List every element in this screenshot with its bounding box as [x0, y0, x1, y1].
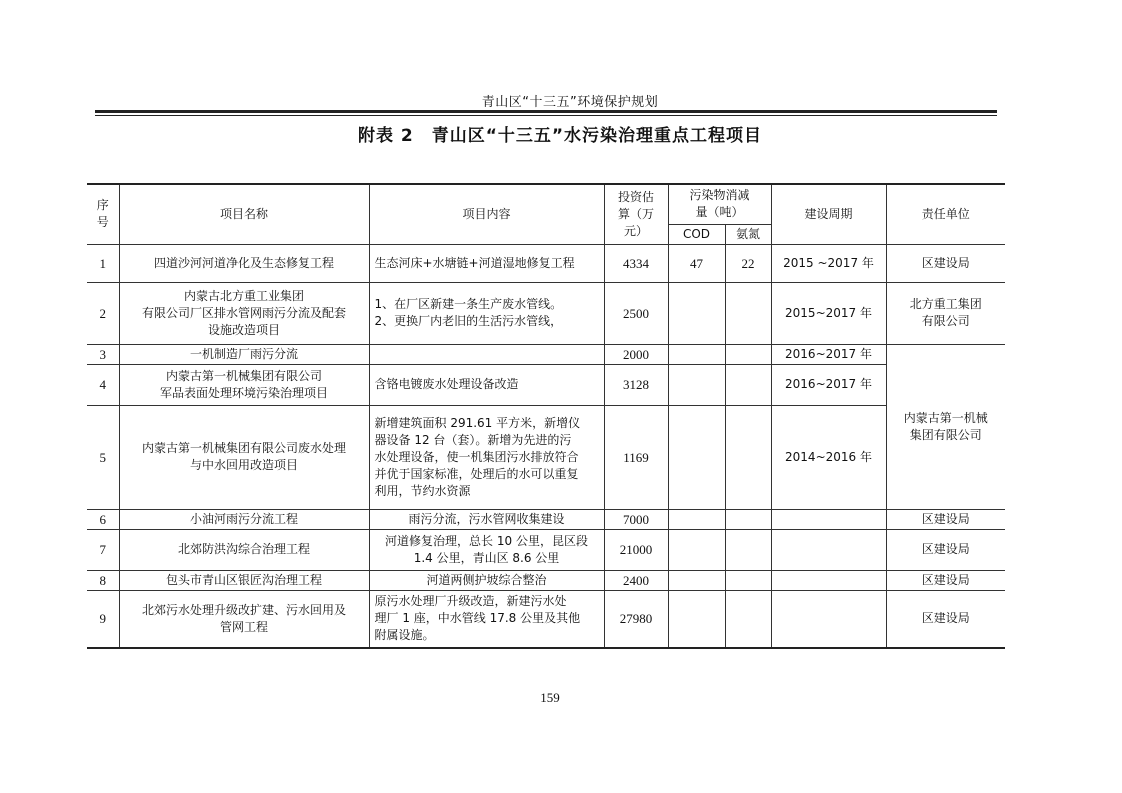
row-period: 2015 ~2017 年: [771, 244, 886, 282]
row-seq: 9: [87, 590, 119, 648]
row-cod: 47: [668, 244, 725, 282]
row-ammonia: [725, 590, 771, 648]
table-title: 附表 2 青山区“十三五”水污染治理重点工程项目: [357, 126, 763, 146]
table-row: [87, 590, 1005, 648]
row-project-content: 新增建筑面积 291.61 平方米，新增仪 器设备 12 台（套）。新增为先进的污 水处理设备，使一机集团污水排放符合 并优于国家标准，处理后的水可以重复 利用，节约水资源: [369, 405, 604, 509]
row-period: [771, 509, 886, 529]
table-row: [87, 344, 1005, 364]
row-period: [771, 529, 886, 570]
row-investment: 2400: [604, 570, 668, 590]
row-cod: [668, 364, 725, 405]
row-seq: 8: [87, 570, 119, 590]
row-seq: 6: [87, 509, 119, 529]
row-responsible-unit: 区建设局: [886, 244, 1005, 282]
header-construction-period: 建设周期: [771, 184, 886, 244]
row-responsible-unit: 区建设局: [886, 529, 1005, 570]
row-investment: 21000: [604, 529, 668, 570]
row-responsible-unit: 北方重工集团 有限公司: [886, 282, 1005, 344]
row-project-content: 河道两侧护坡综合整治: [369, 570, 604, 590]
row-seq: 1: [87, 244, 119, 282]
row-project-content: 生态河床+水塘链+河道湿地修复工程: [369, 244, 604, 282]
page-number: 159: [540, 690, 560, 705]
row-ammonia: [725, 570, 771, 590]
row-project-name: 内蒙古第一机械集团有限公司废水处理 与中水回用改造项目: [119, 405, 369, 509]
header-investment: 投资估 算（万 元）: [604, 184, 668, 244]
row-project-content: 河道修复治理，总长 10 公里，昆区段 1.4 公里，青山区 8.6 公里: [369, 529, 604, 570]
row-project-name: 内蒙古北方重工业集团 有限公司厂区排水管网雨污分流及配套 设施改造项目: [119, 282, 369, 344]
row-project-content: 原污水处理厂升级改造，新建污水处 理厂 1 座，中水管线 17.8 公里及其他 附属设施。: [369, 590, 604, 648]
row-project-name: 一机制造厂雨污分流: [119, 344, 369, 364]
row-investment: 2000: [604, 344, 668, 364]
row-seq: 4: [87, 364, 119, 405]
table-row: [87, 282, 1005, 344]
header-cod: COD: [668, 224, 725, 244]
row-seq: 7: [87, 529, 119, 570]
row-period: [771, 570, 886, 590]
table-row: [87, 364, 1005, 405]
row-ammonia: [725, 344, 771, 364]
row-investment: 7000: [604, 509, 668, 529]
row-project-name: 北郊污水处理升级改扩建、污水回用及 管网工程: [119, 590, 369, 648]
table-row: [87, 570, 1005, 590]
row-project-content: 1、在厂区新建一条生产废水管线。 2、更换厂内老旧的生活污水管线，: [369, 282, 604, 344]
row-period: 2016~2017 年: [771, 344, 886, 364]
row-ammonia: 22: [725, 244, 771, 282]
row-responsible-unit: 内蒙古第一机械 集团有限公司: [886, 344, 1005, 509]
projects-table: [87, 183, 1005, 649]
header-rule-thick: [95, 110, 997, 113]
row-period: 2016~2017 年: [771, 364, 886, 405]
row-project-content: 雨污分流，污水管网收集建设: [369, 509, 604, 529]
row-period: [771, 590, 886, 648]
row-cod: [668, 590, 725, 648]
row-responsible-unit: 区建设局: [886, 570, 1005, 590]
row-ammonia: [725, 364, 771, 405]
row-project-name: 小油河雨污分流工程: [119, 509, 369, 529]
header-responsible-unit: 责任单位: [886, 184, 1005, 244]
table-row: [87, 244, 1005, 282]
row-project-name: 四道沙河河道净化及生态修复工程: [119, 244, 369, 282]
table-row: [87, 405, 1005, 509]
row-ammonia: [725, 529, 771, 570]
row-investment: 2500: [604, 282, 668, 344]
header-ammonia: 氨氮: [725, 224, 771, 244]
header-rule-thin: [95, 115, 997, 116]
table-row: [87, 529, 1005, 570]
row-responsible-unit: 区建设局: [886, 509, 1005, 529]
row-project-name: 内蒙古第一机械集团有限公司 军品表面处理环境污染治理项目: [119, 364, 369, 405]
header-project-name: 项目名称: [119, 184, 369, 244]
row-cod: [668, 509, 725, 529]
running-header: 青山区“十三五”环境保护规划: [481, 95, 659, 110]
row-cod: [668, 570, 725, 590]
row-period: 2015~2017 年: [771, 282, 886, 344]
header-seq: 序 号: [87, 184, 119, 244]
row-seq: 3: [87, 344, 119, 364]
row-project-name: 包头市青山区银匠沟治理工程: [119, 570, 369, 590]
row-cod: [668, 529, 725, 570]
row-investment: 27980: [604, 590, 668, 648]
row-ammonia: [725, 405, 771, 509]
row-period: 2014~2016 年: [771, 405, 886, 509]
row-seq: 5: [87, 405, 119, 509]
row-ammonia: [725, 282, 771, 344]
row-project-content: [369, 344, 604, 364]
row-responsible-unit: 区建设局: [886, 590, 1005, 648]
row-seq: 2: [87, 282, 119, 344]
row-investment: 4334: [604, 244, 668, 282]
table-row: [87, 509, 1005, 529]
row-cod: [668, 282, 725, 344]
row-investment: 1169: [604, 405, 668, 509]
header-pollutant-reduction: 污染物消减 量（吨）: [668, 184, 771, 224]
row-project-content: 含铬电镀废水处理设备改造: [369, 364, 604, 405]
row-cod: [668, 405, 725, 509]
row-project-name: 北郊防洪沟综合治理工程: [119, 529, 369, 570]
row-investment: 3128: [604, 364, 668, 405]
row-cod: [668, 344, 725, 364]
row-ammonia: [725, 509, 771, 529]
header-project-content: 项目内容: [369, 184, 604, 244]
